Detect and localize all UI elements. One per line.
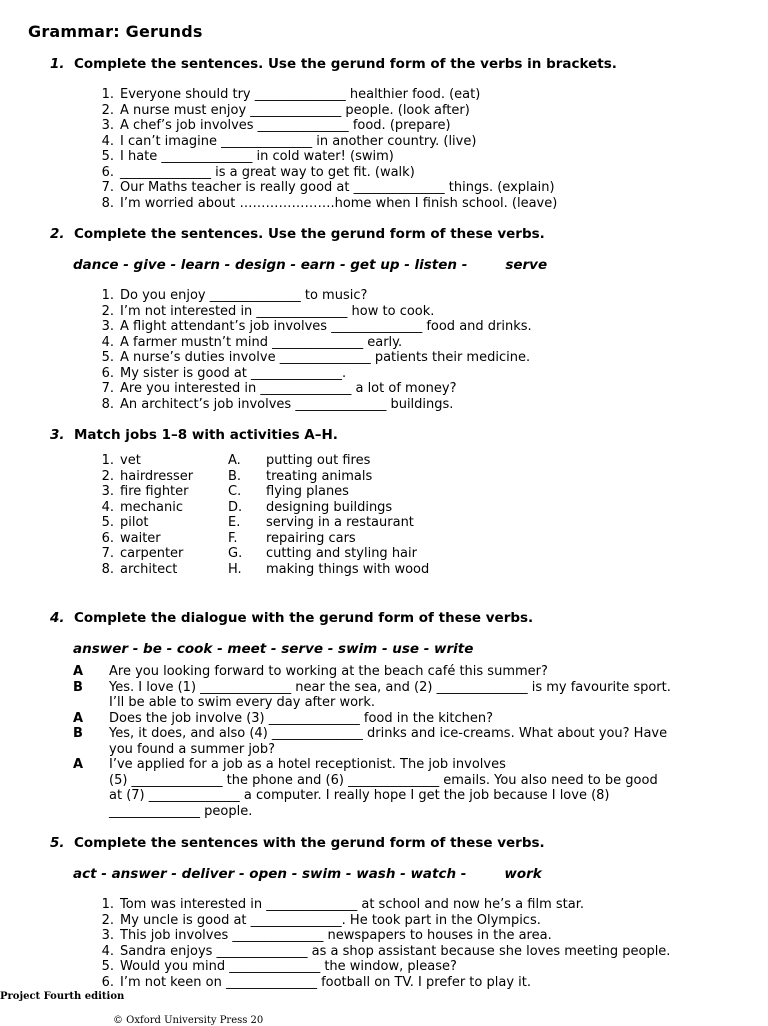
speaker-label: B — [73, 726, 83, 741]
activity-text: putting out fires — [266, 453, 371, 468]
dialogue-line: you found a summer job? — [109, 741, 276, 757]
job-name: architect — [120, 561, 178, 577]
sentence-text: I can’t imagine ______________ in another country. (live) — [120, 133, 477, 149]
exercise-instruction: Match jobs 1–8 with activities A–H. — [74, 427, 338, 443]
exercise-number: 1. — [50, 56, 65, 72]
dialogue-turn — [73, 726, 745, 757]
speaker-label: A — [73, 664, 84, 679]
activity-letter: G. — [228, 546, 243, 561]
sentence-text: Our Maths teacher is really good at ______________ things. (explain) — [120, 180, 555, 195]
exercise-number: 4. — [50, 610, 65, 626]
activity-letter: H. — [228, 561, 242, 577]
sentence-text: Would you mind ______________ the window, please? — [120, 959, 457, 974]
activity-text: flying planes — [266, 484, 349, 499]
exercise-number: 3. — [50, 427, 65, 443]
word-bank-last-word: work — [504, 866, 542, 882]
footer-edition: Project Fourth edition — [0, 991, 125, 1002]
speaker-label: B — [73, 679, 83, 695]
dialogue-line: Are you looking forward to working at the beach café this summer? — [109, 664, 548, 679]
activity-text: serving in a restaurant — [266, 515, 414, 530]
job-name: pilot — [120, 515, 149, 530]
dialogue-line: Does the job involve (3) ______________ food in the kitchen? — [109, 710, 493, 726]
dialogue-line: (5) ______________ the phone and (6) ______________ emails. You also need to be good — [109, 772, 658, 788]
sentence-text: Tom was interested in ______________ at school and now he’s a film star. — [120, 897, 585, 912]
dialogue — [73, 664, 745, 819]
dialogue-line: Yes, it does, and also (4) ______________ drinks and ice-creams. What about you? Have — [109, 726, 668, 741]
word-bank — [73, 257, 547, 273]
activity-text: treating animals — [266, 468, 373, 484]
exercise-instruction: Complete the sentences. Use the gerund form of the verbs in brackets. — [74, 56, 617, 72]
exercise-3-heading — [50, 427, 338, 443]
dialogue-line: I’ve applied for a job as a hotel receptionist. The job involves — [109, 757, 506, 772]
dialogue-turn — [73, 664, 745, 680]
dialogue-line: Yes. I love (1) ______________ near the sea, and (2) ______________ is my favourite sport. — [109, 679, 671, 695]
dialogue-line: ______________ people. — [109, 803, 253, 819]
activity-letter: C. — [228, 484, 242, 499]
exercise-number: 5. — [50, 835, 65, 851]
word-bank — [73, 641, 473, 657]
dialogue-line: at (7) ______________ a computer. I really hope I get the job because I love (8) — [109, 788, 610, 803]
sentence-text: Sandra enjoys ______________ as a shop assistant because she loves meeting people. — [120, 943, 671, 959]
job-name: carpenter — [120, 546, 184, 561]
word-bank-words: dance - give - learn - design - earn - get up - listen - — [73, 257, 468, 273]
dialogue-turn — [73, 757, 745, 819]
exercise-4-heading — [50, 610, 533, 626]
activity-letter: F. — [228, 530, 238, 546]
word-bank — [73, 866, 542, 882]
exercise-2-heading — [50, 226, 545, 242]
speaker-label: A — [73, 757, 84, 772]
exercise-number: 2. — [50, 226, 65, 242]
activity-letter: A. — [228, 453, 241, 468]
sentence-text: Do you enjoy ______________ to music? — [120, 288, 368, 303]
word-bank-words: act - answer - deliver - open - swim - wash - watch - — [73, 866, 467, 882]
activity-letter: E. — [228, 515, 241, 530]
sentence-text: An architect’s job involves ______________ buildings. — [120, 396, 454, 412]
page-title: Grammar: Gerunds — [28, 22, 203, 41]
footer-copyright: © Oxford University Press 20 — [113, 1015, 264, 1026]
job-name: mechanic — [120, 499, 184, 515]
sentence-text: A nurse’s duties involve ______________ patients their medicine. — [120, 350, 531, 365]
activity-letter: B. — [228, 468, 242, 484]
activity-text: designing buildings — [266, 499, 393, 515]
dialogue-line: I’ll be able to swim every day after work. — [109, 695, 376, 710]
sentence-text: I’m not interested in ______________ how to cook. — [120, 303, 435, 319]
sentence-text: A flight attendant’s job involves ______________ food and drinks. — [120, 319, 532, 334]
sentence-text: This job involves ______________ newspapers to houses in the area. — [120, 928, 552, 943]
exercise-1-heading — [50, 56, 617, 72]
activity-text: cutting and styling hair — [266, 546, 417, 561]
word-bank-last-word: serve — [505, 257, 548, 273]
job-name: fire fighter — [120, 484, 189, 499]
activity-text: repairing cars — [266, 530, 356, 546]
sentence-text: I’m not keen on ______________ football on TV. I prefer to play it. — [120, 974, 531, 990]
exercise-instruction: Complete the sentences. Use the gerund form of these verbs. — [74, 226, 545, 242]
activity-letter: D. — [228, 499, 243, 515]
speaker-label: A — [73, 710, 84, 726]
activity-text: making things with wood — [266, 561, 430, 577]
sentence-text: ______________ is a great way to get fit. (walk) — [120, 164, 415, 180]
job-name: hairdresser — [120, 468, 194, 484]
sentence-text: A farmer mustn’t mind ______________ early. — [120, 334, 403, 350]
dialogue-turn — [73, 680, 745, 711]
sentence-text: Everyone should try ______________ healthier food. (eat) — [120, 87, 481, 102]
dialogue-turn — [73, 711, 745, 727]
sentence-text: Are you interested in ______________ a lot of money? — [120, 381, 457, 396]
sentence-text: A nurse must enjoy ______________ people. (look after) — [120, 102, 470, 118]
sentence-text: My sister is good at ______________. — [120, 365, 347, 381]
job-name: waiter — [120, 530, 161, 546]
job-name: vet — [120, 453, 141, 468]
sentence-text: I’m worried about ………………….home when I finish school. (leave) — [120, 195, 558, 211]
sentence-text: I hate ______________ in cold water! (swim) — [120, 149, 394, 164]
exercise-instruction: Complete the sentences with the gerund form of these verbs. — [74, 835, 545, 851]
sentence-text: A chef’s job involves ______________ food. (prepare) — [120, 118, 451, 133]
word-bank-words: answer - be - cook - meet - serve - swim - use - write — [73, 641, 474, 657]
exercise-5-heading — [50, 835, 545, 851]
sentence-text: My uncle is good at ______________. He took part in the Olympics. — [120, 912, 541, 928]
exercise-instruction: Complete the dialogue with the gerund form of these verbs. — [74, 610, 534, 626]
